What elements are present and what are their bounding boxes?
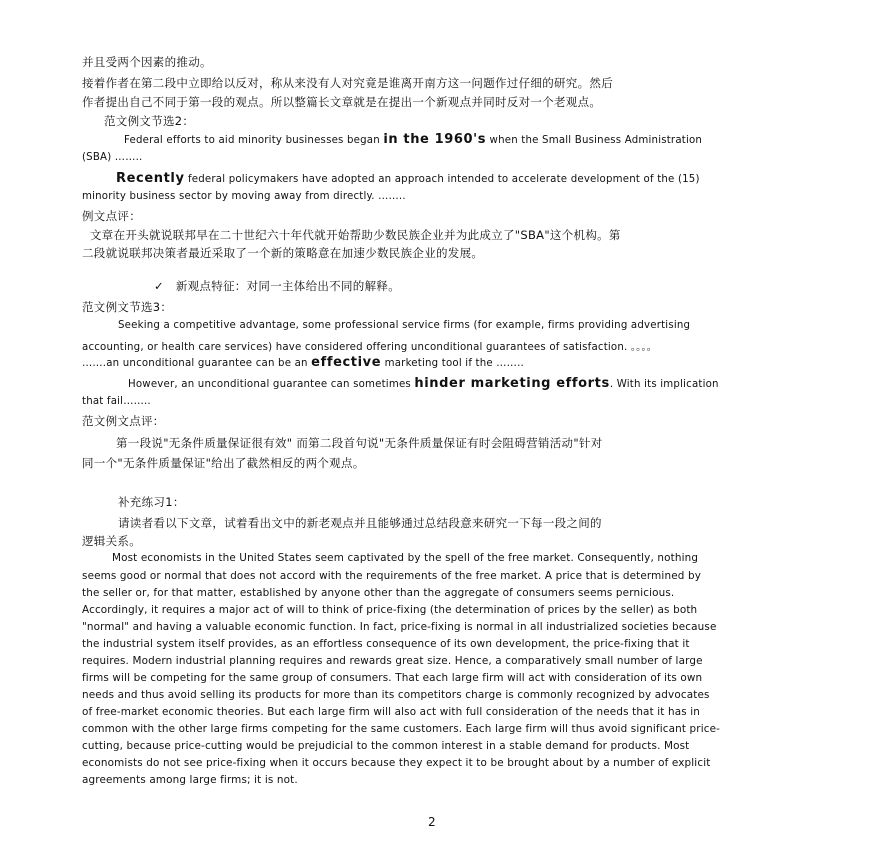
paragraph-line: cutting, because price-cutting would be prejudicial to the common interest in a stable demand for products. Most [82,740,690,752]
excerpt-line [124,132,702,147]
excerpt-line: Seeking a competitive advantage, some professional service firms (for example, firms providing advertising [118,320,691,331]
paragraph-line: of free-market economic theories. But each large firm will also act with full consideration of the needs that it has in [82,706,701,718]
paragraph-line: needs and thus avoid selling its products for more than its competitors charge is commonly recognized by advocates [82,689,710,701]
excerpt-line: (SBA) …….. [82,152,143,163]
section-heading: 范文例文节选3： [82,300,173,314]
paragraph-line: "normal" and having a valuable economic function. In fact, price-fixing is normal in all industrialized societies because [82,621,717,633]
paragraph-line: the seller or, for that matter, established by anyone other than the aggregate of consumers seems pernicious. [82,587,675,599]
text-span: marketing tool if the …….. [381,358,524,369]
emphasis-text: effective [311,355,382,370]
paragraph-line: Accordingly, it requires a major act of will to think of price-fixing (the determination of prices by the seller) as both [82,604,698,616]
text-line: 并且受两个因素的推动。 [82,55,212,69]
text-line: 二段就说联邦决策者最近采取了一个新的策略意在加速少数民族企业的发展。 [82,246,484,260]
text-span: …….an unconditional guarantee can be an [82,358,312,369]
page-number: 2 [428,815,436,829]
section-heading: 例文点评： [82,209,141,223]
text-span: when the Small Business Administration [486,135,703,146]
text-line: 逻辑关系。 [82,534,141,548]
text-span: Federal efforts to aid minority businesses began [124,135,384,146]
text-span: However, an unconditional guarantee can sometimes [128,379,415,390]
excerpt-line [116,171,700,186]
text-line: 第一段说"无条件质量保证很有效" 而第二段首句说"无条件质量保证有时会阻碍营销活动"针对 [116,436,603,450]
text-span: . With its implication [609,379,719,390]
text-line: 文章在开头就说联邦早在二十世纪六十年代就开始帮助少数民族企业并为此成立了"SBA"这个机构。第 [90,228,621,242]
emphasis-text: hinder marketing efforts [414,376,610,391]
paragraph-line: common with the other large firms competing for the same customers. Each large firm will thus avoid significant price- [82,723,721,735]
excerpt-line: accounting, or health care services) have considered offering unconditional guarantees of satisfaction. 。。。。 [82,342,658,353]
text-line: 请读者看以下文章，试着看出文中的新老观点并且能够通过总结段意来研究一下每一段之间的 [118,516,602,530]
paragraph-line: the industrial system itself provides, as an effortless consequence of its own development, the price-fixing that it [82,638,690,650]
paragraph-line: requires. Modern industrial planning requires and rewards great size. Hence, a comparatively small number of large [82,655,703,667]
text-span: federal policymakers have adopted an approach intended to accelerate development of the (15) [184,174,700,185]
excerpt-line: minority business sector by moving away from directly. …….. [82,191,406,202]
excerpt-line: that fail…….. [82,396,151,407]
text-line: 接着作者在第二段中立即给以反对，称从来没有人对究竟是谁离开南方这一问题作过仔细的研究。然后 [82,76,613,90]
paragraph-line: agreements among large firms; it is not. [82,774,298,786]
paragraph-line: Most economists in the United States seem captivated by the spell of the free market. Consequently, nothing [112,552,699,564]
bullet-line [154,278,400,294]
paragraph-line: economists do not see price-fixing when it occurs because they expect it to be brought about by a number of explicit [82,757,711,769]
emphasis-text: in the 1960's [383,132,487,147]
paragraph-line: firms will be competing for the same group of consumers. That each large firm will act with consideration of its own [82,672,703,684]
text-line: 同一个"无条件质量保证"给出了截然相反的两个观点。 [82,456,365,470]
section-heading: 范文例文点评： [82,414,165,428]
emphasis-text: Recently [116,171,185,186]
paragraph-line: seems good or normal that does not accord with the requirements of the free market. A price that is determined by [82,570,701,582]
section-heading: 范文例文节选2： [104,114,195,128]
checkmark-icon: ✓ [154,279,164,293]
text-span: 新观点特征：对同一主体给出不同的解释。 [175,279,401,293]
excerpt-line [128,376,719,391]
section-heading: 补充练习1： [118,495,185,509]
excerpt-line [82,355,524,370]
text-line: 作者提出自己不同于第一段的观点。所以整篇长文章就是在提出一个新观点并同时反对一个老观点。 [82,95,602,109]
